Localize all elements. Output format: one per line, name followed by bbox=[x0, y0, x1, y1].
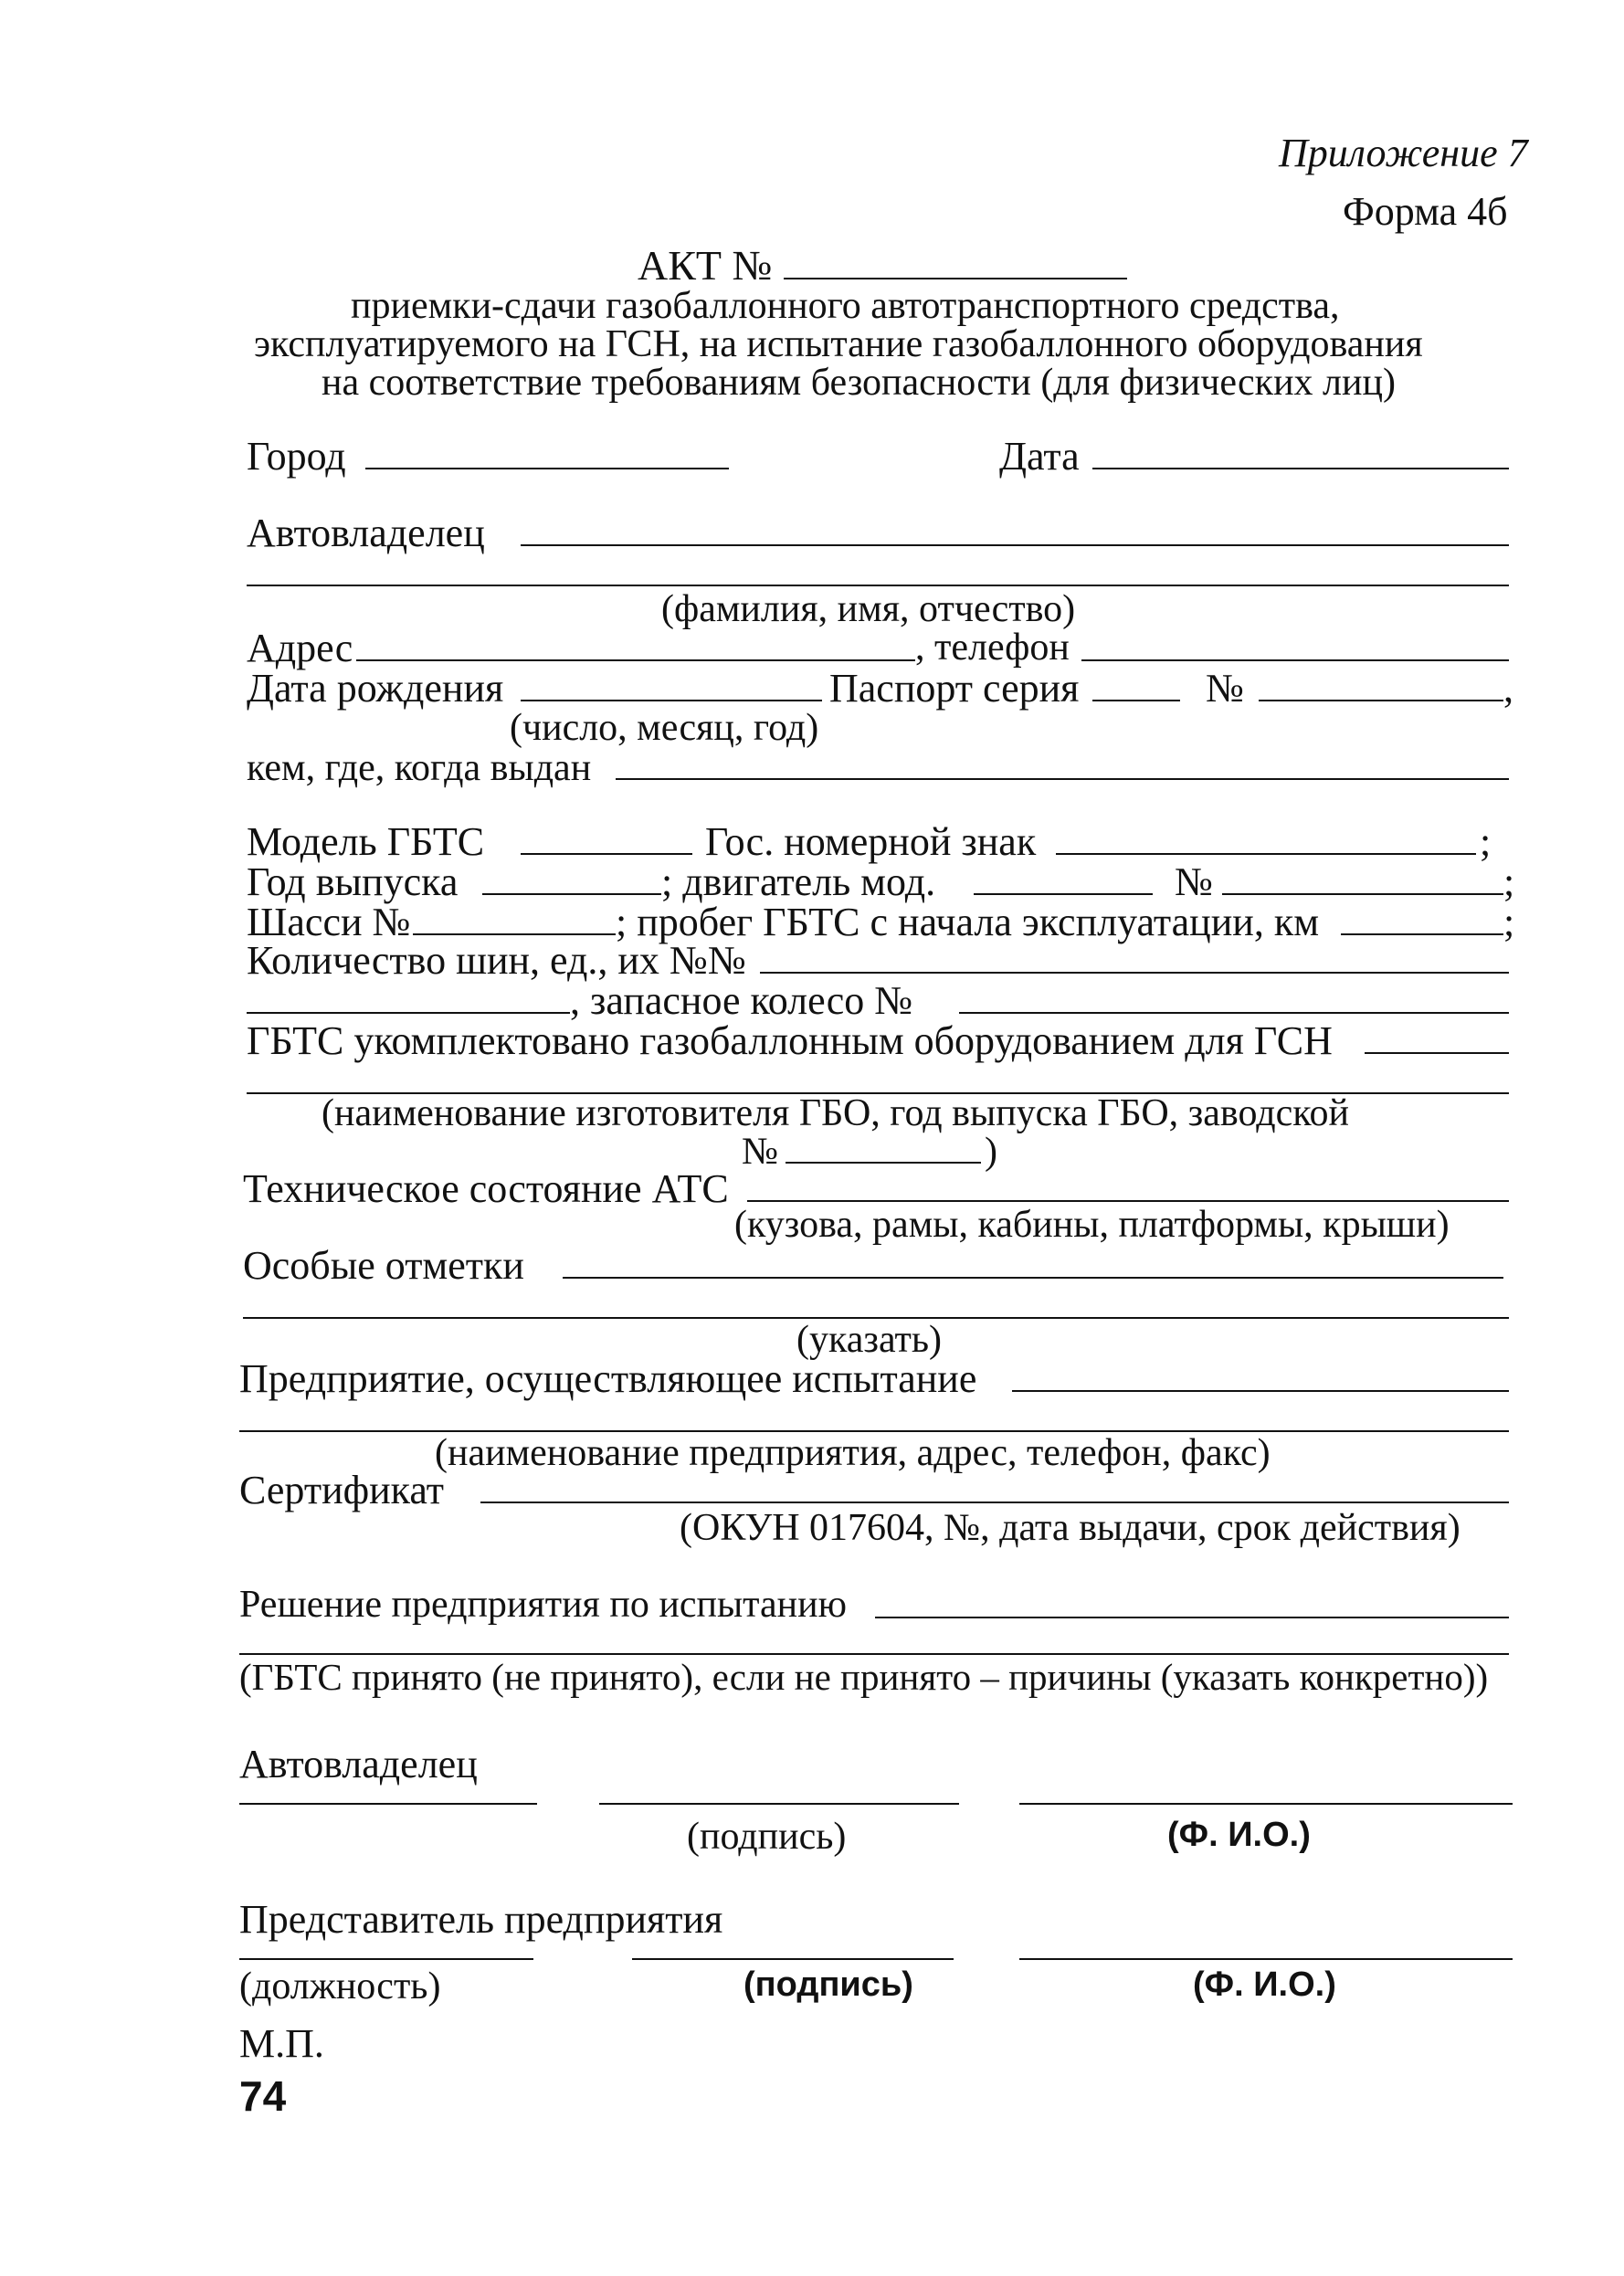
decision-hint: (ГБТС принято (не принято), если не принято – причины (указать конкретно)) bbox=[239, 1656, 1489, 1698]
spare-wheel-field[interactable] bbox=[959, 1012, 1509, 1014]
company-field[interactable] bbox=[1012, 1390, 1509, 1392]
birth-date-label: Дата рождения bbox=[247, 666, 504, 711]
company-hint: (наименование предприятия, адрес, телефон, факс) bbox=[435, 1432, 1271, 1474]
passport-comma: , bbox=[1503, 666, 1513, 711]
plate-field[interactable] bbox=[1056, 853, 1476, 855]
passport-series-field[interactable] bbox=[1092, 700, 1180, 701]
issued-by-field[interactable] bbox=[616, 778, 1509, 780]
owner-signature-field[interactable] bbox=[599, 1803, 959, 1805]
notes-field[interactable] bbox=[563, 1277, 1503, 1279]
engine-number-field[interactable] bbox=[1222, 893, 1503, 895]
birth-date-field[interactable] bbox=[521, 700, 822, 701]
owner-fio-hint: (Ф. И.О.) bbox=[1167, 1816, 1311, 1854]
address-field[interactable] bbox=[356, 659, 915, 661]
owner-signature-label: Автовладелец bbox=[239, 1742, 478, 1786]
mileage-field[interactable] bbox=[1341, 933, 1503, 935]
decision-field-line-2[interactable] bbox=[239, 1653, 1509, 1655]
engine-semicolon: ; bbox=[1503, 859, 1515, 904]
form-label: Форма 4б bbox=[1343, 189, 1508, 234]
act-subtitle-line-1: приемки-сдачи газобаллонного автотранспортного средства, bbox=[351, 285, 1340, 327]
owner-hint: (фамилия, имя, отчество) bbox=[661, 588, 1076, 630]
rep-signature-hint: (подпись) bbox=[743, 1965, 913, 2004]
act-subtitle-line-2: эксплуатируемого на ГСН, на испытание газобаллонного оборудования bbox=[254, 323, 1423, 365]
certificate-hint: (ОКУН 017604, №, дата выдачи, срок действия) bbox=[680, 1507, 1461, 1549]
equipped-field[interactable] bbox=[1365, 1052, 1509, 1054]
owner-field[interactable] bbox=[521, 544, 1509, 546]
city-field[interactable] bbox=[365, 468, 729, 469]
passport-number-field[interactable] bbox=[1259, 700, 1503, 701]
tech-state-hint: (кузова, рамы, кабины, платформы, крыши) bbox=[734, 1204, 1450, 1246]
engine-model-field[interactable] bbox=[974, 893, 1153, 895]
rep-fio-hint: (Ф. И.О.) bbox=[1193, 1965, 1336, 2004]
equipped-hint-number-sign: № bbox=[742, 1131, 779, 1173]
chassis-field[interactable] bbox=[413, 933, 616, 935]
issued-by-label: кем, где, когда выдан bbox=[247, 747, 592, 789]
birth-date-hint: (число, месяц, год) bbox=[510, 707, 819, 749]
certificate-label: Сертификат bbox=[239, 1468, 444, 1512]
act-subtitle-line-3: на соответствие требованиям безопасности (для физических лиц) bbox=[322, 362, 1396, 404]
phone-field[interactable] bbox=[1081, 659, 1509, 661]
tires-label: Количество шин, ед., их №№ bbox=[247, 938, 746, 983]
tech-state-field[interactable] bbox=[747, 1200, 1509, 1202]
decision-field[interactable] bbox=[875, 1617, 1509, 1618]
decision-label: Решение предприятия по испытанию bbox=[239, 1584, 848, 1626]
notes-hint: (указать) bbox=[796, 1319, 943, 1361]
plate-label: Гос. номерной знак bbox=[705, 819, 1037, 864]
year-label: Год выпуска bbox=[247, 859, 459, 904]
tires-field-line-2[interactable] bbox=[247, 1012, 570, 1014]
mileage-semicolon: ; bbox=[1503, 900, 1515, 944]
date-field[interactable] bbox=[1092, 468, 1509, 469]
address-label: Адрес bbox=[247, 626, 353, 670]
rep-position-hint: (должность) bbox=[239, 1965, 441, 2007]
year-field[interactable] bbox=[482, 893, 661, 895]
model-field[interactable] bbox=[521, 853, 692, 855]
act-title: АКТ № bbox=[638, 242, 773, 289]
certificate-field[interactable] bbox=[480, 1502, 1509, 1503]
equipped-serial-field[interactable] bbox=[786, 1162, 981, 1164]
mileage-label: ; пробег ГБТС с начала эксплуатации, км bbox=[616, 900, 1320, 944]
passport-number-sign: № bbox=[1206, 666, 1244, 711]
model-label: Модель ГБТС bbox=[247, 819, 485, 864]
spare-wheel-label: , запасное колесо № bbox=[570, 978, 913, 1023]
rep-signature-field[interactable] bbox=[632, 1958, 954, 1960]
owner-extra-field[interactable] bbox=[239, 1803, 537, 1805]
rep-position-field[interactable] bbox=[239, 1958, 533, 1960]
notes-label: Особые отметки bbox=[243, 1243, 524, 1288]
owner-label: Автовладелец bbox=[247, 511, 485, 555]
rep-label: Представитель предприятия bbox=[239, 1897, 723, 1942]
phone-label: , телефон bbox=[915, 627, 1070, 669]
owner-field-line-2[interactable] bbox=[247, 585, 1509, 586]
rep-fio-field[interactable] bbox=[1019, 1958, 1513, 1960]
engine-label: ; двигатель мод. bbox=[661, 859, 936, 904]
act-number-line[interactable] bbox=[784, 278, 1127, 279]
company-label: Предприятие, осуществляющее испытание bbox=[239, 1356, 977, 1401]
owner-signature-hint: (подпись) bbox=[687, 1816, 847, 1858]
tires-field[interactable] bbox=[760, 972, 1509, 974]
city-label: Город bbox=[247, 434, 346, 479]
equipped-hint-close: ) bbox=[985, 1131, 997, 1173]
page-number: 74 bbox=[239, 2072, 287, 2120]
tech-state-label: Техническое состояние АТС bbox=[243, 1166, 729, 1211]
appendix-label: Приложение 7 bbox=[1279, 131, 1528, 175]
plate-semicolon: ; bbox=[1480, 819, 1492, 864]
equipped-label: ГБТС укомплектовано газобаллонным оборудованием для ГСН bbox=[247, 1018, 1333, 1063]
passport-series-label: Паспорт серия bbox=[829, 666, 1080, 711]
owner-fio-field[interactable] bbox=[1019, 1803, 1513, 1805]
date-label: Дата bbox=[999, 434, 1080, 479]
engine-number-sign: № bbox=[1175, 859, 1213, 904]
stamp-label: М.П. bbox=[239, 2021, 324, 2066]
chassis-label: Шасси № bbox=[247, 900, 411, 944]
equipped-hint-line-1: (наименование изготовителя ГБО, год выпуска ГБО, заводской bbox=[322, 1092, 1349, 1134]
